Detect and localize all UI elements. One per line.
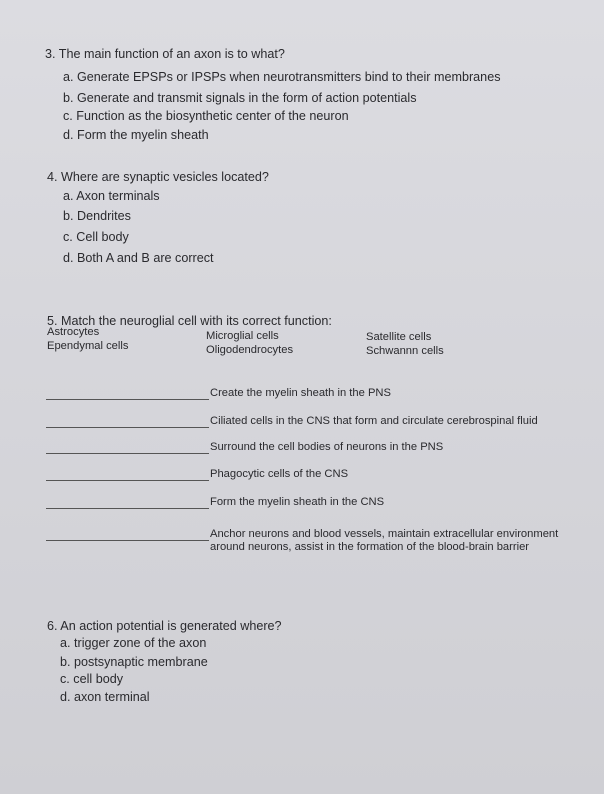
q3-option-a: a. Generate EPSPs or IPSPs when neurotransmitters bind to their membranes <box>63 70 501 84</box>
cell-astrocytes: Astrocytes <box>47 326 100 338</box>
answer-blank-2[interactable] <box>46 427 209 428</box>
answer-blank-5[interactable] <box>46 508 209 509</box>
answer-blank-6[interactable] <box>46 540 209 541</box>
q4-option-c: c. Cell body <box>63 230 129 244</box>
answer-blank-4[interactable] <box>46 480 209 481</box>
q3-stem: 3. The main function of an axon is to what? <box>45 47 285 61</box>
q3-option-b: b. Generate and transmit signals in the form of action potentials <box>63 91 417 105</box>
function-2: Ciliated cells in the CNS that form and circulate cerebrospinal fluid <box>210 415 538 427</box>
q4-stem: 4. Where are synaptic vesicles located? <box>47 170 269 184</box>
q6-option-c: c. cell body <box>60 672 123 686</box>
q3-option-c: c. Function as the biosynthetic center of the neuron <box>63 109 349 123</box>
cell-ependymal: Ependymal cells <box>47 340 129 352</box>
cell-oligodendrocytes: Oligodendrocytes <box>206 344 294 356</box>
answer-blank-3[interactable] <box>46 453 209 454</box>
q4-option-d: d. Both A and B are correct <box>63 251 214 265</box>
function-1: Create the myelin sheath in the PNS <box>210 387 391 399</box>
q6-stem: 6. An action potential is generated where? <box>47 619 282 633</box>
cell-microglial: Microglial cells <box>206 330 279 342</box>
function-3: Surround the cell bodies of neurons in the PNS <box>210 441 444 453</box>
q5-stem: 5. Match the neuroglial cell with its correct function: <box>47 314 332 328</box>
cell-satellite: Satellite cells <box>366 331 432 343</box>
q4-option-b: b. Dendrites <box>63 209 131 223</box>
cell-schwann: Schwannn cells <box>366 345 444 357</box>
q3-option-d: d. Form the myelin sheath <box>63 128 209 142</box>
function-5: Form the myelin sheath in the CNS <box>210 496 385 508</box>
function-6-line1: Anchor neurons and blood vessels, maintain extracellular environment <box>210 528 559 540</box>
q6-option-d: d. axon terminal <box>60 690 150 704</box>
function-6-line2: around neurons, assist in the formation of the blood-brain barrier <box>210 541 530 553</box>
q6-option-a: a. trigger zone of the axon <box>60 636 207 650</box>
q4-option-a: a. Axon terminals <box>63 189 160 203</box>
function-4: Phagocytic cells of the CNS <box>210 468 349 480</box>
q6-option-b: b. postsynaptic membrane <box>60 655 208 669</box>
answer-blank-1[interactable] <box>46 399 209 400</box>
